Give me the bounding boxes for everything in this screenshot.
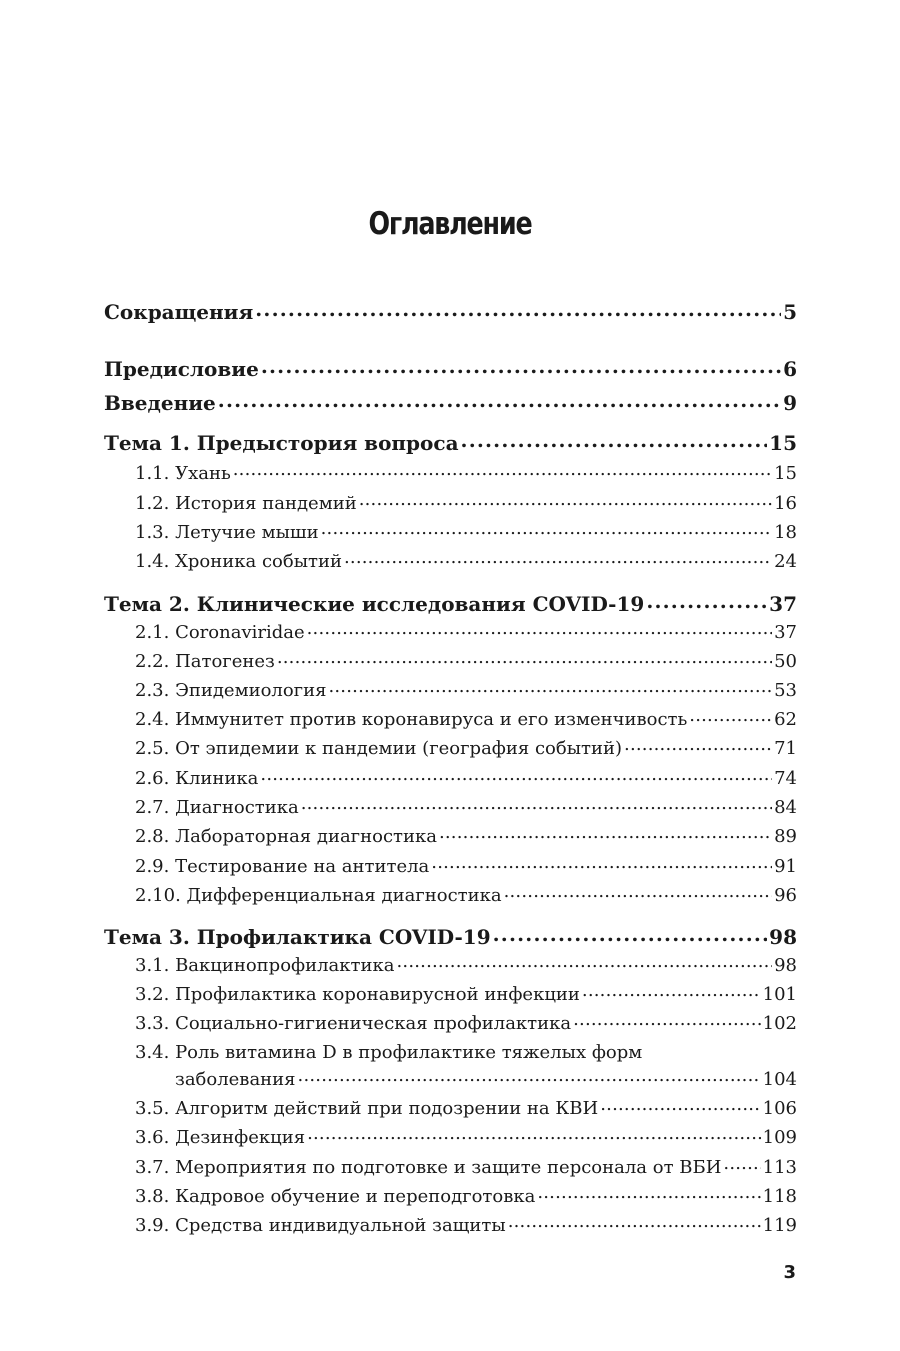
toc-subentry-page: 106 xyxy=(762,1098,797,1119)
dot-leader xyxy=(493,924,768,944)
toc-entry-topic-2[interactable] xyxy=(104,590,797,618)
toc-subentry[interactable] xyxy=(104,649,797,675)
toc-subentry-page: 119 xyxy=(762,1215,797,1236)
toc-subentry[interactable] xyxy=(104,1096,797,1122)
toc-subentry-label: 3.6. Дезинфекция xyxy=(135,1127,306,1148)
toc-subentry-label: 1.4. Хроника событий xyxy=(135,551,342,572)
dot-leader xyxy=(689,707,772,725)
toc-entry-label: Предисловие xyxy=(104,357,259,381)
toc-entry-preface[interactable] xyxy=(104,355,797,383)
toc-subentry-label: 3.8. Кадровое обучение и переподготовка xyxy=(135,1186,536,1207)
toc-subentry[interactable] xyxy=(104,953,797,979)
toc-subentry-page: 91 xyxy=(774,856,797,877)
toc-subentry-label: 3.2. Профилактика коронавирусной инфекции xyxy=(135,984,580,1005)
toc-subentry[interactable] xyxy=(104,520,797,546)
toc-subentry-label: 1.3. Летучие мыши xyxy=(135,522,319,543)
toc-subentry-label: 1.2. История пандемий xyxy=(135,493,357,514)
toc-subentry-page: 96 xyxy=(774,885,797,906)
toc-subentry[interactable] xyxy=(104,736,797,762)
toc-entry-page: 98 xyxy=(769,925,797,949)
toc-subentry-label: заболевания xyxy=(175,1069,296,1090)
toc-subentry-page: 118 xyxy=(762,1186,797,1207)
toc-subentry[interactable] xyxy=(104,766,797,792)
dot-leader xyxy=(298,1067,761,1085)
toc-entry-topic-3[interactable] xyxy=(104,923,797,951)
toc-subentry[interactable] xyxy=(104,1184,797,1210)
toc-subentry-label: 2.7. Диагностика xyxy=(135,797,299,818)
toc-subentry[interactable] xyxy=(104,883,797,909)
toc-entry-page: 6 xyxy=(783,357,797,381)
toc-entry-page: 15 xyxy=(769,431,797,455)
toc-subentry-page: 18 xyxy=(774,522,797,543)
dot-leader xyxy=(582,982,761,1000)
dot-leader xyxy=(260,766,772,784)
toc-subentry[interactable] xyxy=(104,678,797,704)
toc-subentry-label: 3.7. Мероприятия по подготовке и защите персонала от ВБИ xyxy=(135,1157,722,1178)
toc-subentry-page: 89 xyxy=(774,826,797,847)
toc-subentry-page: 50 xyxy=(774,651,797,672)
dot-leader xyxy=(396,953,772,971)
dot-leader xyxy=(508,1213,761,1231)
dot-leader xyxy=(431,854,772,872)
toc-entry-label: Тема 1. Предыстория вопроса xyxy=(104,431,459,455)
toc-entry-label: Тема 2. Клинические исследования COVID-19 xyxy=(104,592,645,616)
page-number: 3 xyxy=(783,1262,796,1283)
toc-subentry-page: 84 xyxy=(774,797,797,818)
toc-subentry-page: 113 xyxy=(762,1157,797,1178)
toc-subentry-page: 53 xyxy=(774,680,797,701)
toc-subentry[interactable] xyxy=(104,1125,797,1151)
dot-leader xyxy=(261,356,781,376)
toc-subentry-label: 3.1. Вакцинопрофилактика xyxy=(135,955,395,976)
toc-subentry-label: 2.9. Тестирование на антитела xyxy=(135,856,430,877)
toc-subentry-page: 16 xyxy=(774,493,797,514)
toc-subentry-page: 15 xyxy=(774,463,797,484)
toc-entry-label: Введение xyxy=(104,391,216,415)
toc-subentry[interactable] xyxy=(104,461,797,487)
toc-subentry-page: 74 xyxy=(774,768,797,789)
toc-entry-page: 37 xyxy=(769,592,797,616)
toc-entry-page: 9 xyxy=(783,391,797,415)
dot-leader xyxy=(723,1155,760,1173)
toc-subentry[interactable] xyxy=(104,982,797,1008)
dot-leader xyxy=(646,591,767,611)
toc-subentry-page: 71 xyxy=(774,738,797,759)
toc-subentry[interactable] xyxy=(104,620,797,646)
dot-leader xyxy=(233,461,772,479)
dot-leader xyxy=(461,430,768,450)
toc-subentry-label: 3.4. Роль витамина D в профилактике тяжелых форм xyxy=(135,1042,643,1063)
toc-subentry-line-2[interactable] xyxy=(104,1067,797,1093)
toc-subentry[interactable] xyxy=(104,1011,797,1037)
dot-leader xyxy=(307,620,772,638)
toc-subentry[interactable] xyxy=(104,795,797,821)
toc-subentry-page: 104 xyxy=(762,1069,797,1090)
toc-subentry-page: 109 xyxy=(762,1127,797,1148)
toc-entry-label: Тема 3. Профилактика COVID-19 xyxy=(104,925,491,949)
toc-subentry-label: 2.1. Coronaviridae xyxy=(135,622,305,643)
dot-leader xyxy=(307,1125,761,1143)
toc-subentry[interactable] xyxy=(104,1213,797,1239)
toc-subentry[interactable] xyxy=(104,491,797,517)
dot-leader xyxy=(277,649,772,667)
toc-entry-abbreviations[interactable] xyxy=(104,298,797,326)
toc-subentry-page: 98 xyxy=(774,955,797,976)
toc-subentry-page: 102 xyxy=(762,1013,797,1034)
toc-entry-label: Сокращения xyxy=(104,300,254,324)
dot-leader xyxy=(439,824,772,842)
toc-subentry[interactable] xyxy=(104,707,797,733)
dot-leader xyxy=(255,299,781,319)
toc-entry-topic-1[interactable] xyxy=(104,429,797,457)
toc-subentry[interactable] xyxy=(104,549,797,575)
toc-subentry-label: 2.4. Иммунитет против коронавируса и его изменчивость xyxy=(135,709,688,730)
toc-subentry-label: 2.2. Патогенез xyxy=(135,651,275,672)
toc-subentry-label: 3.5. Алгоритм действий при подозрении на КВИ xyxy=(135,1098,599,1119)
toc-subentry-line-1[interactable] xyxy=(104,1040,797,1066)
dot-leader xyxy=(504,883,773,901)
dot-leader xyxy=(624,736,772,754)
toc-subentry-label: 2.8. Лабораторная диагностика xyxy=(135,826,437,847)
dot-leader xyxy=(328,678,772,696)
toc-subentry-label: 1.1. Ухань xyxy=(135,463,231,484)
dot-leader xyxy=(218,390,781,410)
toc-subentry[interactable] xyxy=(104,824,797,850)
dot-leader xyxy=(359,491,772,509)
toc-subentry-page: 37 xyxy=(774,622,797,643)
dot-leader xyxy=(321,520,772,538)
toc-subentry-label: 3.9. Средства индивидуальной защиты xyxy=(135,1215,506,1236)
toc-subentry[interactable] xyxy=(104,854,797,880)
toc-subentry-label: 3.3. Социально-гигиеническая профилактика xyxy=(135,1013,572,1034)
dot-leader xyxy=(537,1184,760,1202)
toc-subentry-label: 2.5. От эпидемии к пандемии (география событий) xyxy=(135,738,623,759)
toc-entry-introduction[interactable] xyxy=(104,389,797,417)
toc-subentry-label: 2.6. Клиника xyxy=(135,768,259,789)
toc-subentry-page: 24 xyxy=(774,551,797,572)
dot-leader xyxy=(344,549,772,567)
toc-subentry-page: 62 xyxy=(774,709,797,730)
page-title: Оглавление xyxy=(368,206,532,242)
toc-entry-page: 5 xyxy=(783,300,797,324)
toc-subentry-page: 101 xyxy=(762,984,797,1005)
dot-leader xyxy=(301,795,772,813)
dot-leader xyxy=(600,1096,760,1114)
dot-leader xyxy=(573,1011,761,1029)
toc-subentry-label: 2.10. Дифференциальная диагностика xyxy=(135,885,502,906)
toc-subentry[interactable] xyxy=(104,1155,797,1181)
toc-subentry-label: 2.3. Эпидемиология xyxy=(135,680,327,701)
